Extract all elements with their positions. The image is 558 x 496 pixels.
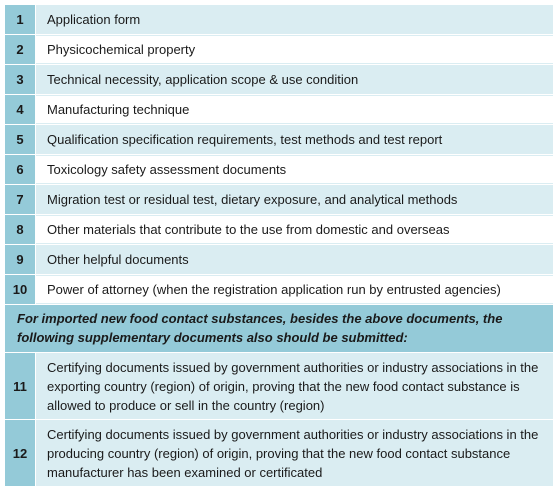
row-text: Application form bbox=[36, 5, 553, 34]
row-number: 4 bbox=[5, 95, 36, 124]
table-row bbox=[5, 420, 553, 487]
row-text: Migration test or residual test, dietary exposure, and analytical methods bbox=[36, 185, 553, 214]
requirements-table bbox=[5, 5, 553, 487]
table-row bbox=[5, 275, 553, 305]
table-row bbox=[5, 95, 553, 125]
row-text: Manufacturing technique bbox=[36, 95, 553, 124]
table-row bbox=[5, 35, 553, 65]
table-row bbox=[5, 155, 553, 185]
row-text: Physicochemical property bbox=[36, 35, 553, 64]
table-row bbox=[5, 353, 553, 420]
row-text: Other helpful documents bbox=[36, 245, 553, 274]
row-number: 6 bbox=[5, 155, 36, 184]
row-number: 5 bbox=[5, 125, 36, 154]
table-row bbox=[5, 185, 553, 215]
row-text: Technical necessity, application scope & use condition bbox=[36, 65, 553, 94]
table-row bbox=[5, 5, 553, 35]
table-row bbox=[5, 125, 553, 155]
row-text: Power of attorney (when the registration application run by entrusted agencies) bbox=[36, 275, 553, 304]
row-text: Qualification specification requirements, test methods and test report bbox=[36, 125, 553, 154]
row-number: 1 bbox=[5, 5, 36, 34]
row-text: Certifying documents issued by government authorities or industry associations in the producing country (region) of origin, proving that the new food contact substance manufacturer has been examined or certificated bbox=[36, 420, 553, 486]
imported-substances-note: For imported new food contact substances, besides the above documents, the following supplementary documents also should be submitted: bbox=[5, 305, 553, 353]
table-row bbox=[5, 65, 553, 95]
row-number: 9 bbox=[5, 245, 36, 274]
table-row bbox=[5, 245, 553, 275]
row-number: 12 bbox=[5, 420, 36, 486]
row-number: 7 bbox=[5, 185, 36, 214]
row-text: Certifying documents issued by government authorities or industry associations in the exporting country (region) of origin, proving that the new food contact substance is allowed to produce or sell in the country (region) bbox=[36, 353, 553, 419]
row-text: Toxicology safety assessment documents bbox=[36, 155, 553, 184]
row-number: 3 bbox=[5, 65, 36, 94]
row-number: 11 bbox=[5, 353, 36, 419]
row-text: Other materials that contribute to the use from domestic and overseas bbox=[36, 215, 553, 244]
table-row bbox=[5, 215, 553, 245]
row-number: 8 bbox=[5, 215, 36, 244]
row-number: 2 bbox=[5, 35, 36, 64]
row-number: 10 bbox=[5, 275, 36, 304]
